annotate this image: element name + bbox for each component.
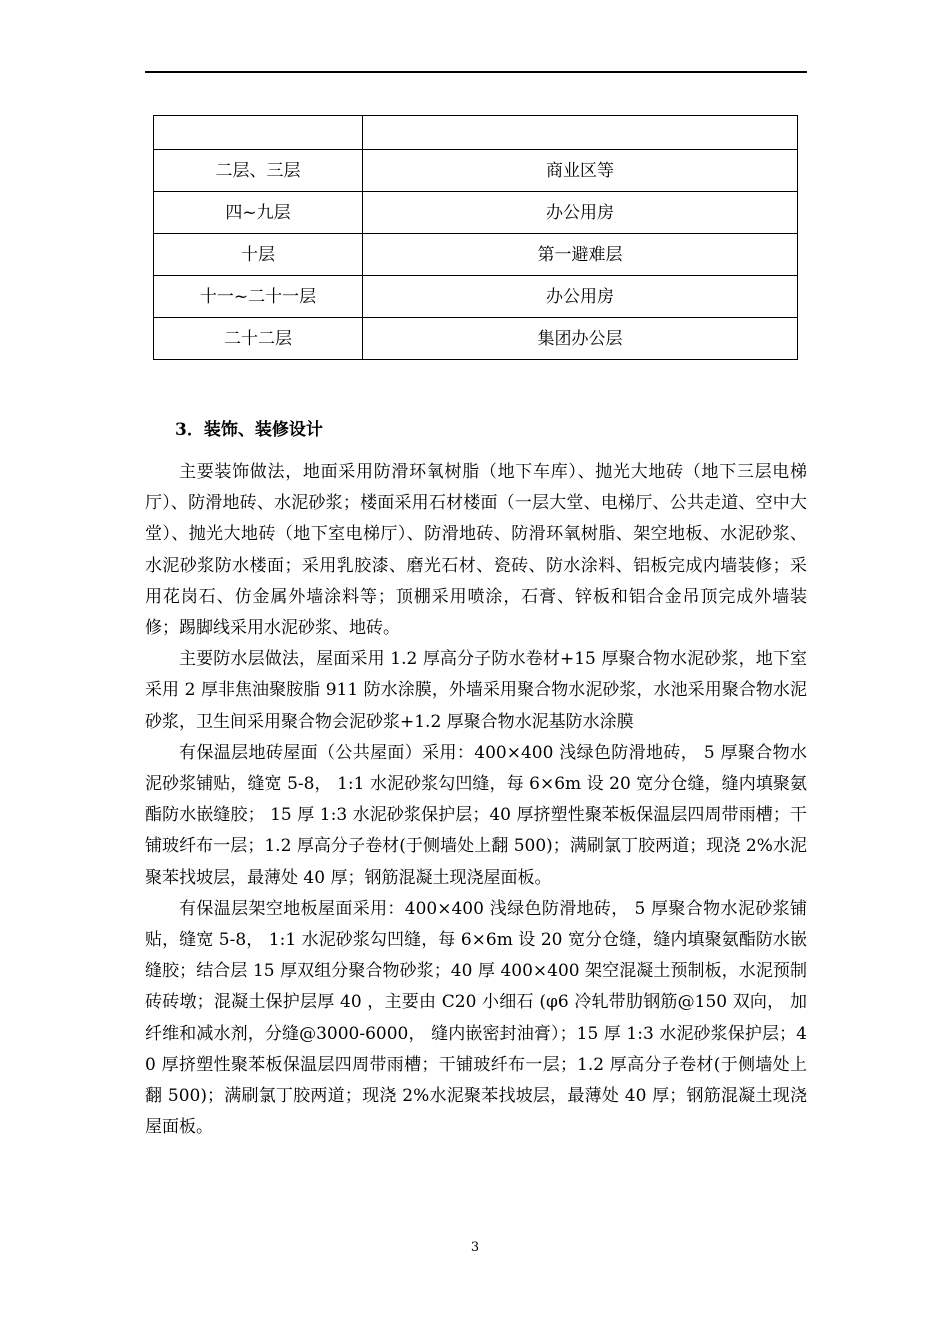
floor-use-table bbox=[153, 115, 798, 360]
floor-cell bbox=[154, 116, 363, 150]
page-number: 3 bbox=[470, 1240, 480, 1255]
paragraph-decoration: 主要装饰做法，地面采用防滑环氧树脂（地下车库）、抛光大地砖（地下三层电梯厅）、防滑地砖、水泥砂浆；楼面采用石材楼面（一层大堂、电梯厅、公共走道、空中大堂）、抛光大地砖（地下室电梯厅）、防滑地砖、防滑环氧树脂、架空地板、水泥砂浆、水泥砂浆防水楼面；采用乳胶漆、磨光石材、瓷砖、防水涂料、铝板完成内墙装修；采用花岗石、仿金属外墙涂料等；顶棚采用喷涂，石膏、锌板和铝合金吊顶完成外墙装修；踢脚线采用水泥砂浆、地砖。 bbox=[145, 462, 807, 639]
floor-cell: 十层 bbox=[154, 234, 363, 276]
use-cell: 第一避难层 bbox=[363, 234, 798, 276]
paragraph-insulated-tile-roof: 有保温层地砖屋面（公共屋面）采用：400×400 浅绿色防滑地砖， 5 厚聚合物水泥砂浆铺贴，缝宽 5-8， 1:1 水泥砂浆勾凹缝，每 6×6m 设 20 宽分仓缝，缝内填聚氨酯防水嵌缝胶； 15 厚 1:3 水泥砂浆保护层；40 厚挤塑性聚苯板保温层四周带雨槽；干铺玻纤布一层；1.2 厚高分子卷材(于侧墙处上翻 500)；满刷氯丁胶两道；现浇 2%水泥聚苯找坡层，最薄处 40 厚；钢筋混凝土现浇屋面板。 bbox=[145, 742, 807, 888]
use-cell: 集团办公层 bbox=[363, 318, 798, 360]
table-row bbox=[154, 234, 798, 276]
header-rule bbox=[145, 71, 807, 73]
use-cell: 办公用房 bbox=[363, 276, 798, 318]
table-row bbox=[154, 150, 798, 192]
use-cell: 办公用房 bbox=[363, 192, 798, 234]
section-heading: 3．装饰、装修设计 bbox=[175, 420, 323, 440]
paragraph-insulated-raised-floor-roof: 有保温层架空地板屋面采用：400×400 浅绿色防滑地砖， 5 厚聚合物水泥砂浆铺贴，缝宽 5-8， 1:1 水泥砂浆勾凹缝，每 6×6m 设 20 宽分仓缝，缝内填聚氨酯防水嵌缝胶；结合层 15 厚双组分聚合物砂浆；40 厚 400×400 架空混凝土预制板，水泥预制砖砖墩；混凝土保护层厚 40 ，主要由 C20 小细石 (φ6 冷轧带肋钢筋@150 双向， 加纤维和减水剂，分缝@3000-6000， 缝内嵌密封油膏）；15 厚 1:3 水泥砂浆保护层；40 厚挤塑性聚苯板保温层四周带雨槽；干铺玻纤布一层；1.2 厚高分子卷材(于侧墙处上翻 500)；满刷氯丁胶两道；现浇 2%水泥聚苯找坡层，最薄处 40 厚；钢筋混凝土现浇屋面板。 bbox=[145, 898, 807, 1138]
table-row bbox=[154, 318, 798, 360]
table-row bbox=[154, 276, 798, 318]
section-body bbox=[145, 457, 807, 1143]
floor-cell: 二十二层 bbox=[154, 318, 363, 360]
table-row bbox=[154, 192, 798, 234]
table-row bbox=[154, 116, 798, 150]
floor-cell: 四~九层 bbox=[154, 192, 363, 234]
use-cell bbox=[363, 116, 798, 150]
use-cell: 商业区等 bbox=[363, 150, 798, 192]
floor-cell: 二层、三层 bbox=[154, 150, 363, 192]
floor-cell: 十一~二十一层 bbox=[154, 276, 363, 318]
paragraph-waterproofing: 主要防水层做法，屋面采用 1.2 厚高分子防水卷材+15 厚聚合物水泥砂浆，地下室采用 2 厚非焦油聚胺脂 911 防水涂膜，外墙采用聚合物水泥砂浆，水池采用聚合物水泥砂浆，卫生间采用聚合物会泥砂浆+1.2 厚聚合物水泥基防水涂膜 bbox=[145, 649, 807, 732]
